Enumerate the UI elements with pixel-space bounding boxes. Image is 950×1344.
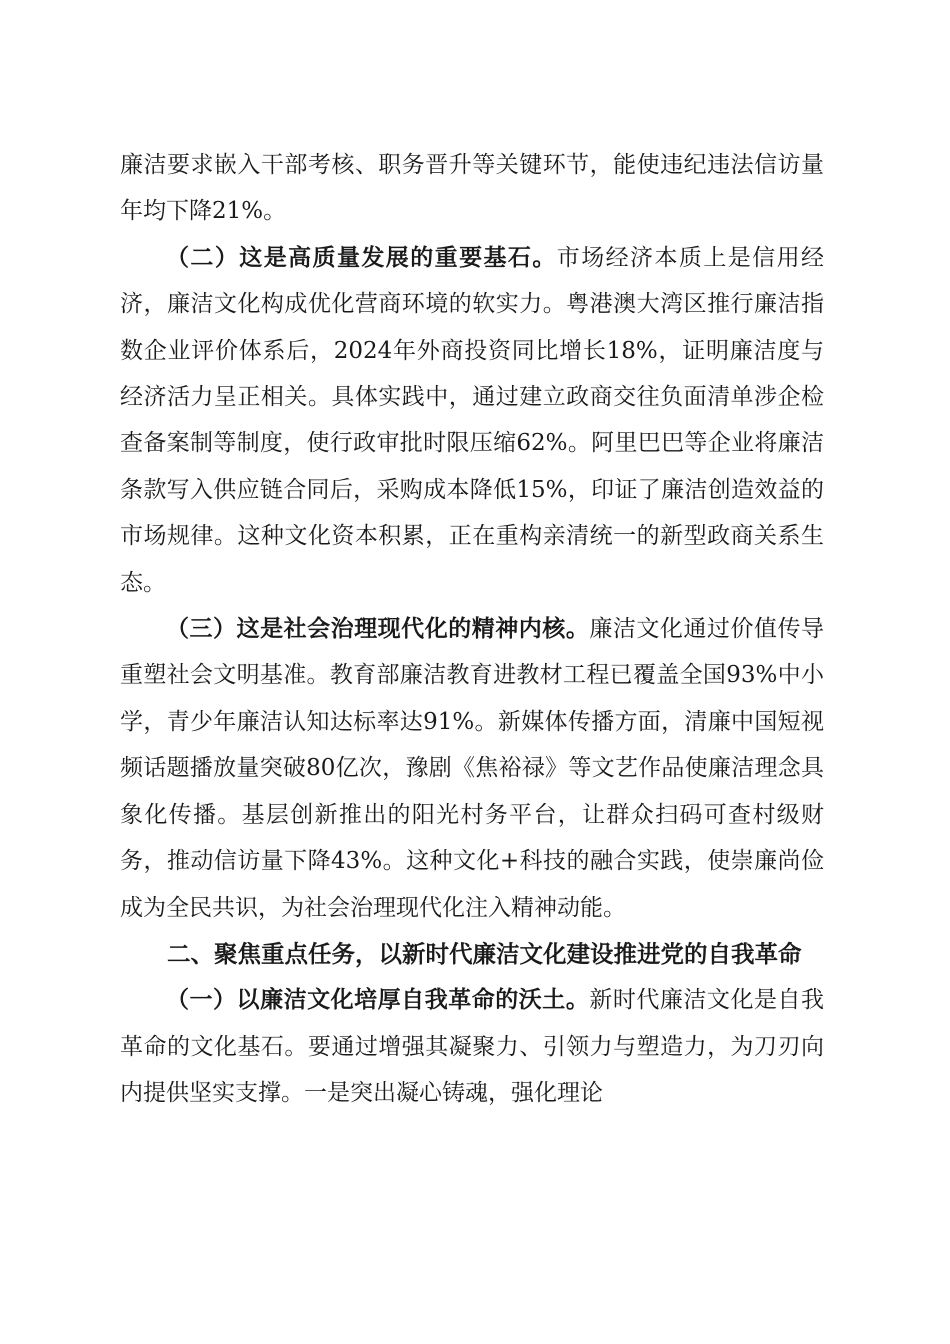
paragraph-lead: （三）这是社会治理现代化的精神内核。 bbox=[166, 615, 590, 643]
paragraph-subsection-1 bbox=[120, 977, 824, 1116]
paragraph-text: 廉洁要求嵌入干部考核、职务晋升等关键环节，能使违纪违法信访量年均下降21%。 bbox=[120, 152, 824, 225]
paragraph-section-3 bbox=[120, 606, 824, 931]
paragraph-lead: （二）这是高质量发展的重要基石。 bbox=[166, 243, 557, 271]
paragraph-text: 市场经济本质上是信用经济，廉洁文化构成优化营商环境的软实力。粤港澳大湾区推行廉洁指数企业评价体系后，2024年外商投资同比增长18%，证明廉洁度与经济活力呈正相关。具体实践中，通过建立政商交往负面清单涉企检查备案制等制度，使行政审批时限压缩62%。阿里巴巴等企业将廉洁条款写入供应链合同后，采购成本降低15%，印证了廉洁创造效益的市场规律。这种文化资本积累，正在重构亲清统一的新型政商关系生态。 bbox=[120, 244, 825, 596]
section-heading: 二、聚焦重点任务，以新时代廉洁文化建设推进党的自我革命 bbox=[167, 939, 802, 968]
paragraph-lead: （一）以廉洁文化培厚自我革命的沃土。 bbox=[166, 986, 590, 1014]
paragraph-text: 廉洁文化通过价值传导重塑社会文明基准。教育部廉洁教育进教材工程已覆盖全国93%中小学，青少年廉洁认知达标率达91%。新媒体传播方面，清廉中国短视频话题播放量突破80亿次，豫剧《焦裕禄》等文艺作品使廉洁理念具象化传播。基层创新推出的阳光村务平台，让群众扫码可查村级财务，推动信访量下降43%。这种文化+科技的融合实践，使崇廉尚俭成为全民共识，为社会治理现代化注入精神动能。 bbox=[120, 616, 825, 921]
paragraph-continuation bbox=[120, 142, 824, 235]
paragraph-section-2 bbox=[120, 235, 824, 606]
paragraph-text: 新时代廉洁文化是自我革命的文化基石。要通过增强其凝聚力、引领力与塑造力，为刀刃向内提供坚实支撑。一是突出凝心铸魂，强化理论 bbox=[120, 987, 825, 1107]
document-body bbox=[120, 142, 824, 1117]
